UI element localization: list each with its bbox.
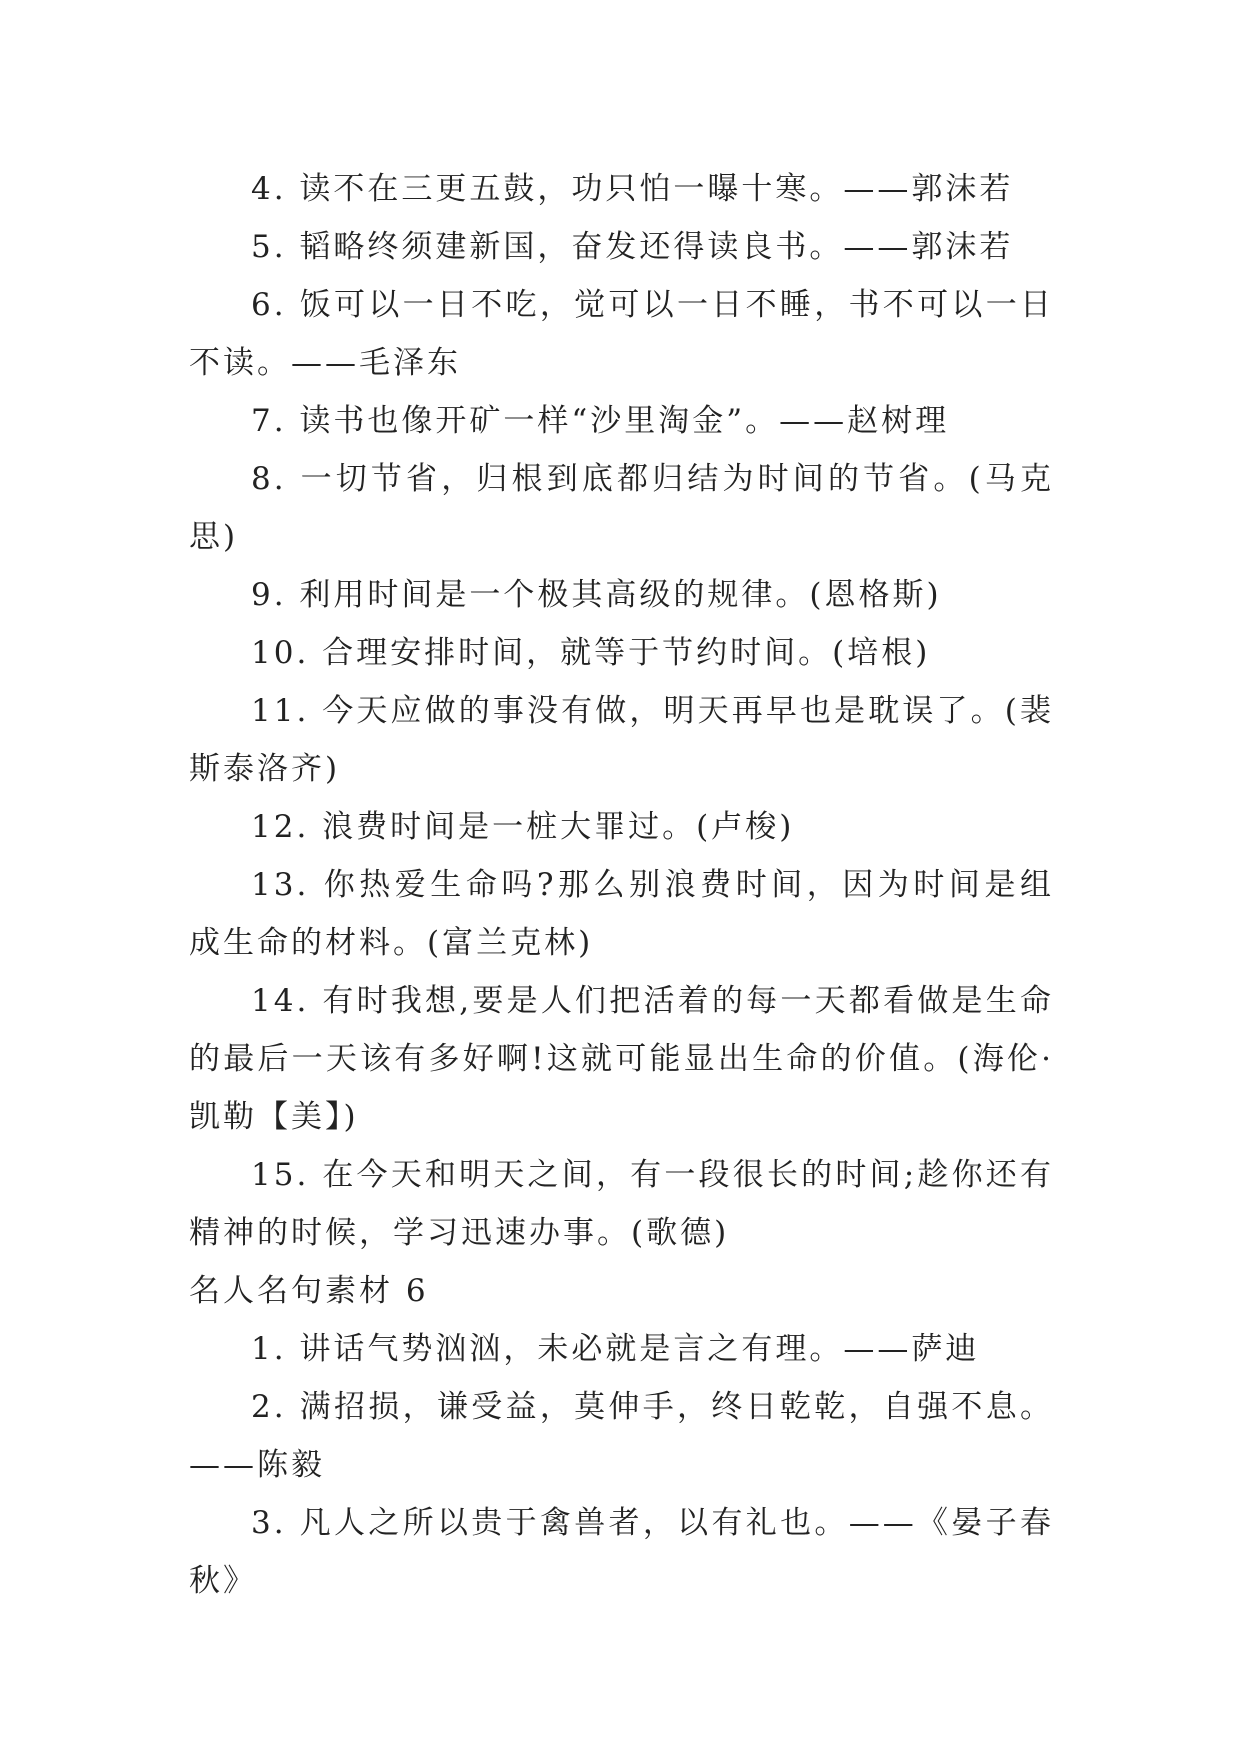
quote-15: 15. 在今天和明天之间，有一段很长的时间;趁你还有精神的时候，学习迅速办事。(歌德) [189,1157,1054,1251]
quote-11: 11. 今天应做的事没有做，明天再早也是耽误了。(裴斯泰洛齐) [189,693,1054,787]
quote-5: 5. 韬略终须建新国，奋发还得读良书。——郭沫若 [251,229,1014,265]
quote-9: 9. 利用时间是一个极其高级的规律。(恩格斯) [251,577,942,613]
quote-4: 4. 读不在三更五鼓，功只怕一曝十寒。——郭沫若 [251,171,1014,207]
quote-10: 10. 合理安排时间，就等于节约时间。(培根) [251,635,931,671]
document-body [189,160,1054,1610]
quote-13: 13. 你热爱生命吗?那么别浪费时间，因为时间是组成生命的材料。(富兰克林) [189,867,1054,961]
section6-quote-1: 1. 讲话气势汹汹，未必就是言之有理。——萨迪 [251,1331,980,1367]
section6-quote-2: 2. 满招损，谦受益，莫伸手，终日乾乾，自强不息。——陈毅 [189,1389,1054,1483]
quote-14: 14. 有时我想,要是人们把活着的每一天都看做是生命的最后一天该有多好啊!这就可能显出生命的价值。(海伦·凯勒【美】) [189,983,1054,1135]
section6-quote-3: 3. 凡人之所以贵于禽兽者，以有礼也。——《晏子春秋》 [189,1505,1054,1599]
quote-8: 8. 一切节省，归根到底都归结为时间的节省。(马克思) [189,461,1054,555]
quote-6: 6. 饭可以一日不吃，觉可以一日不睡，书不可以一日不读。——毛泽东 [189,287,1054,381]
quote-12: 12. 浪费时间是一桩大罪过。(卢梭) [251,809,795,845]
section-heading: 名人名句素材 6 [189,1273,429,1309]
quote-7: 7. 读书也像开矿一样“沙里淘金”。——赵树理 [251,403,950,439]
